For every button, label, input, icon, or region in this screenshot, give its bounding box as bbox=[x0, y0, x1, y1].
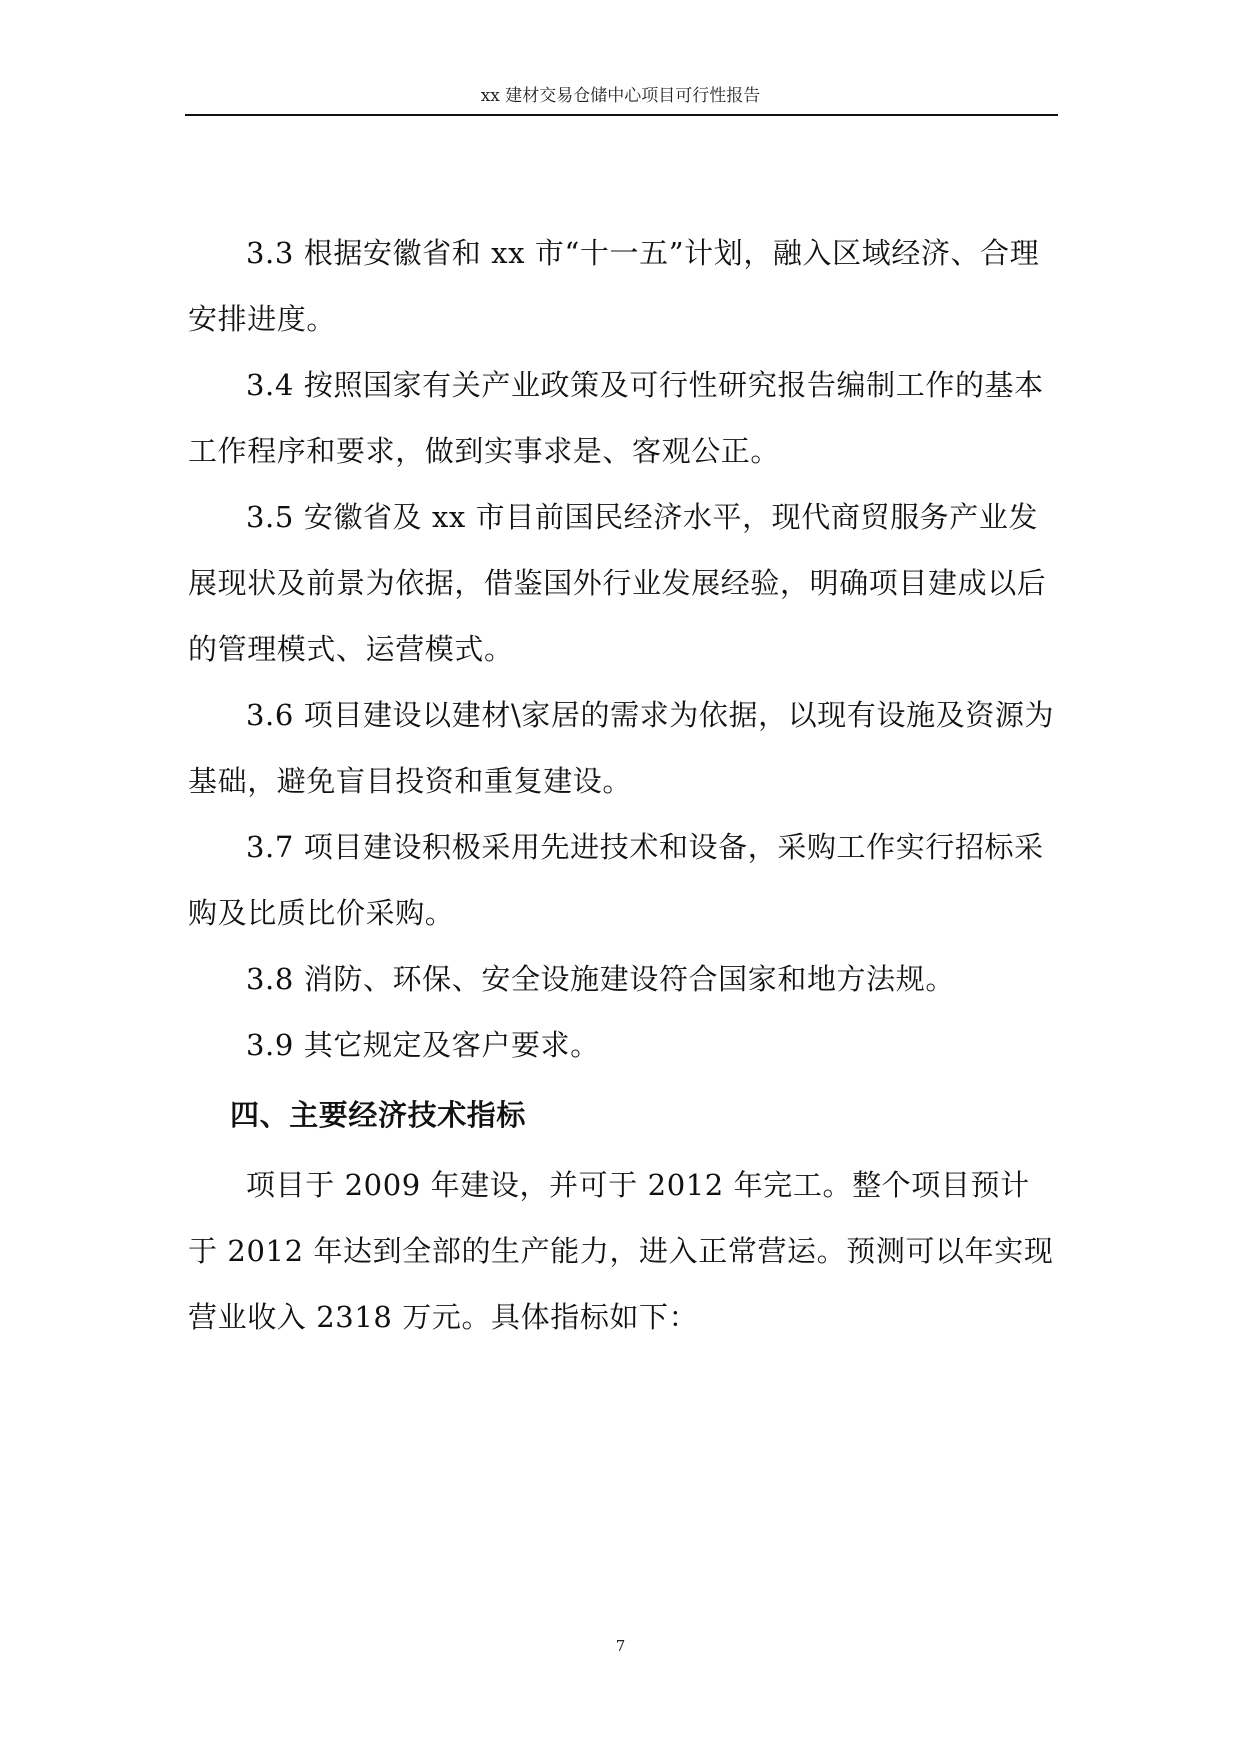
paragraph-3-5: 3.5 安徽省及 xx 市目前国民经济水平，现代商贸服务产业发展现状及前景为依据，借鉴国外行业发展经验，明确项目建成以后的管理模式、运营模式。 bbox=[188, 500, 1047, 666]
paragraph-3-4: 3.4 按照国家有关产业政策及可行性研究报告编制工作的基本工作程序和要求，做到实事求是、客观公正。 bbox=[188, 368, 1044, 468]
paragraph-3-7: 3.7 项目建设积极采用先进技术和设备，采购工作实行招标采购及比质比价采购。 bbox=[188, 830, 1044, 930]
paragraph-3-8: 3.8 消防、环保、安全设施建设符合国家和地方法规。 bbox=[246, 962, 955, 996]
running-header-title: xx 建材交易仓储中心项目可行性报告 bbox=[480, 86, 761, 106]
section-heading: 四、主要经济技术指标 bbox=[230, 1098, 527, 1132]
section-intro-paragraph: 项目于 2009 年建设，并可于 2012 年完工。整个项目预计于 2012 年达到全部的生产能力，进入正常营运。预测可以年实现营业收入 2318 万元。具体指标如下： bbox=[188, 1168, 1054, 1334]
page-number: 7 bbox=[615, 1637, 626, 1655]
paragraph-3-6: 3.6 项目建设以建材\家居的需求为依据，以现有设施及资源为基础，避免盲目投资和重复建设。 bbox=[188, 698, 1055, 798]
paragraph-3-9: 3.9 其它规定及客户要求。 bbox=[246, 1028, 600, 1062]
paragraph-3-3: 3.3 根据安徽省和 xx 市“十一五”计划，融入区域经济、合理安排进度。 bbox=[188, 236, 1040, 336]
document-body bbox=[188, 220, 1058, 1350]
header-divider bbox=[185, 114, 1058, 116]
